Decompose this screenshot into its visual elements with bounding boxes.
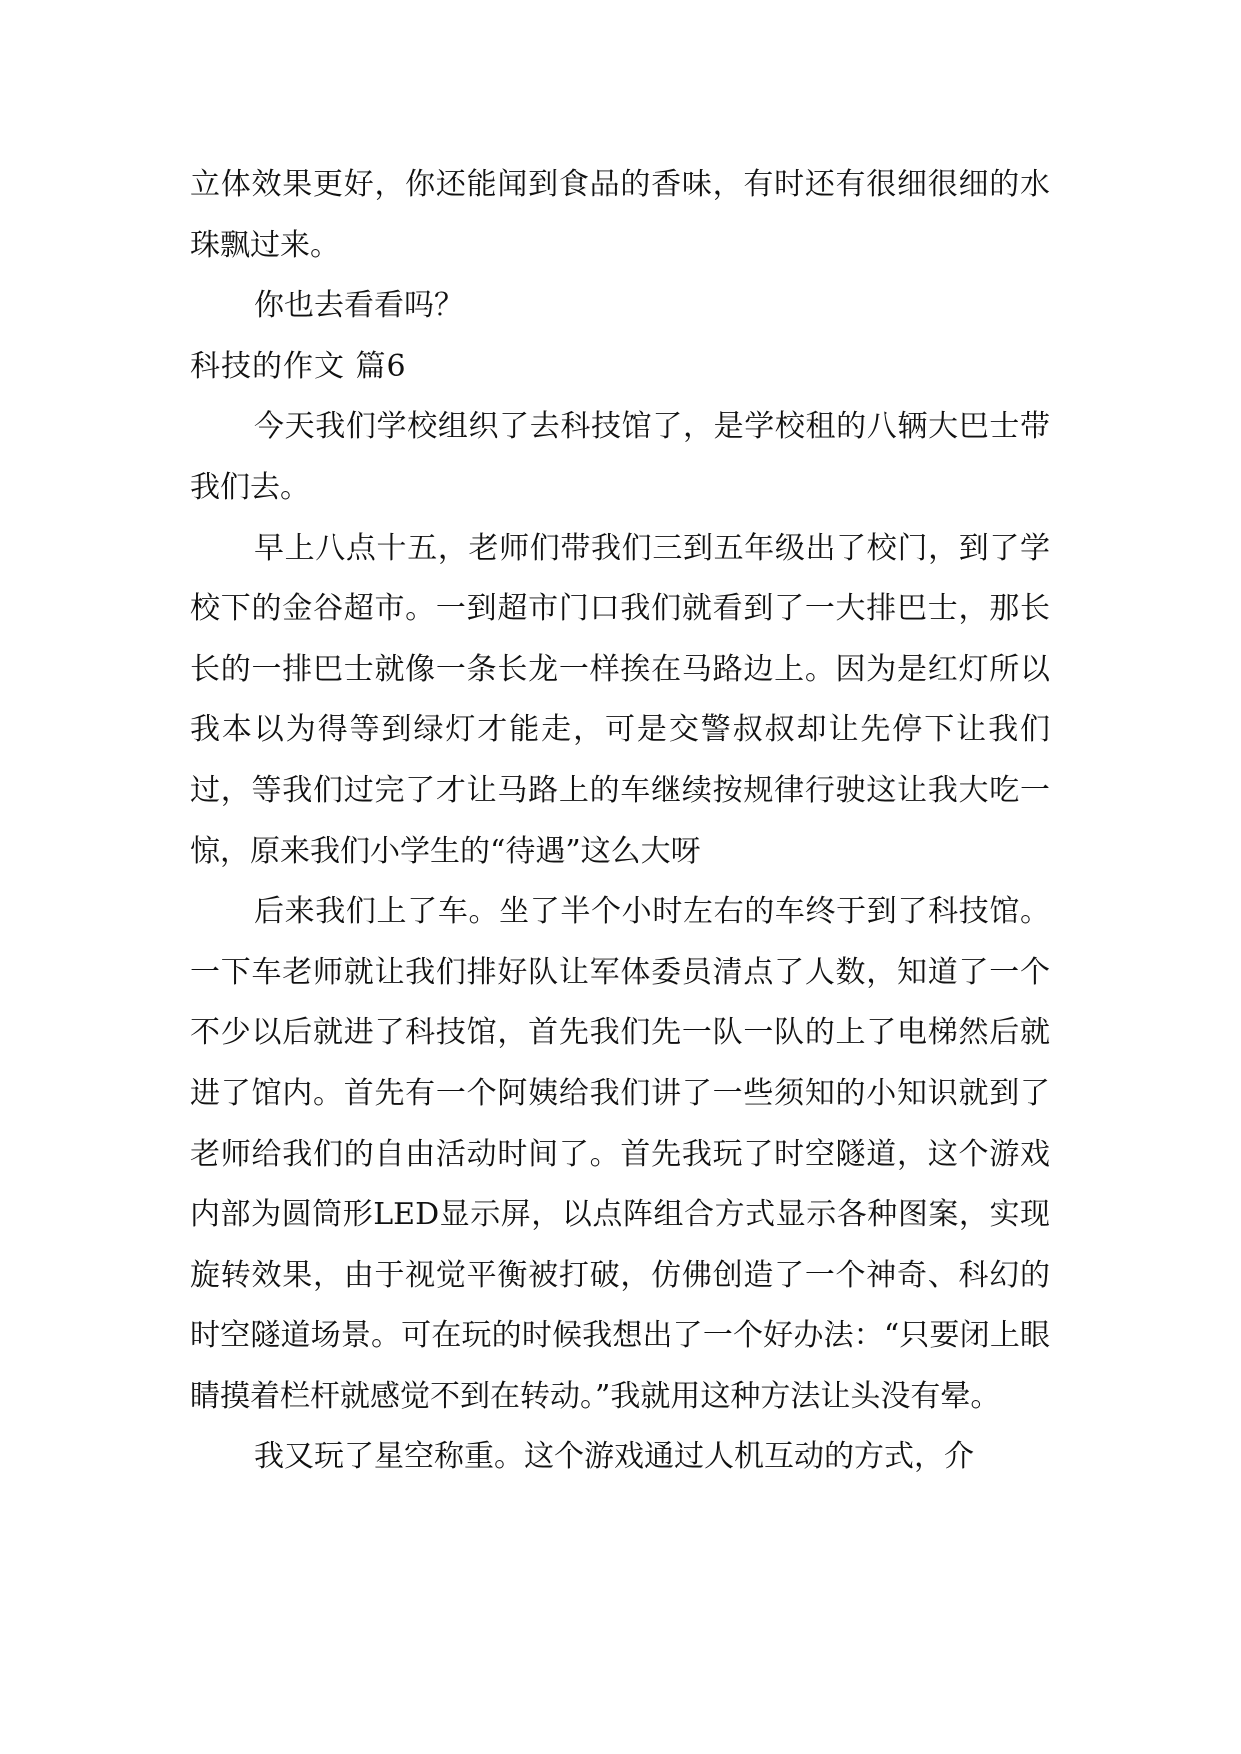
paragraph-question: 你也去看看吗？ [254,288,464,324]
paragraph-continued: 立体效果更好，你还能闻到食品的香味，有时还有很细很细的水珠飘过来。 [190,167,1050,263]
paragraph-star-weighing: 我又玩了星空称重。这个游戏通过人机互动的方式，介 [254,1439,974,1475]
paragraph-morning: 早上八点十五，老师们带我们三到五年级出了校门，到了学校下的金谷超市。一到超市门口我们就看到了一大排巴士，那长长的一排巴士就像一条长龙一样挨在马路边上。因为是红灯所以我本以为得等到绿灯才能走，可是交警叔叔却让先停下让我们过，等我们过完了才让马路上的车继续按规律行驶这让我大吃一惊，原来我们小学生的“待遇”这么大呀 [190,530,1050,869]
document-body [190,155,1050,1488]
paragraph-museum-visit: 后来我们上了车。坐了半个小时左右的车终于到了科技馆。一下车老师就让我们排好队让军体委员清点了人数，知道了一个不少以后就进了科技馆，首先我们先一队一队的上了电梯然后就进了馆内。首先有一个阿姨给我们讲了一些须知的小知识就到了老师给我们的自由活动时间了。首先我玩了时空隧道，这个游戏内部为圆筒形LED显示屏，以点阵组合方式显示各种图案，实现旋转效果，由于视觉平衡被打破，仿佛创造了一个神奇、科幻的时空隧道场景。可在玩的时候我想出了一个好办法：“只要闭上眼睛摸着栏杆就感觉不到在转动。”我就用这种方法让头没有晕。 [190,894,1050,1414]
section-heading: 科技的作文 篇6 [190,348,407,384]
paragraph-school-trip: 今天我们学校组织了去科技馆了，是学校租的八辆大巴士带我们去。 [190,409,1050,505]
